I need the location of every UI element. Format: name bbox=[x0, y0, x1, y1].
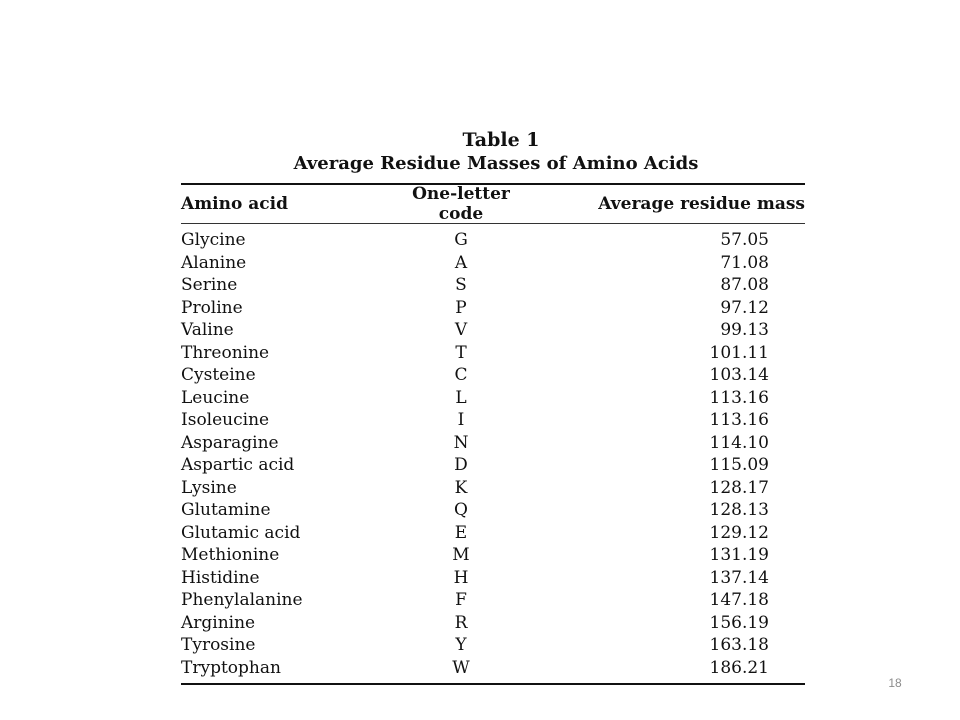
table-caption bbox=[181, 128, 805, 176]
header-one-letter-code: One-letter code bbox=[412, 184, 510, 224]
average-residue-mass: 147.18 bbox=[709, 590, 769, 610]
amino-acid-name: Tryptophan bbox=[181, 657, 281, 678]
average-residue-mass: 103.14 bbox=[709, 365, 769, 385]
one-letter-code: G bbox=[454, 230, 468, 250]
table-body bbox=[181, 224, 805, 679]
table-row bbox=[181, 522, 805, 545]
average-residue-mass: 115.09 bbox=[709, 455, 769, 475]
amino-acid-name: Methionine bbox=[181, 545, 280, 565]
average-residue-mass: 71.08 bbox=[720, 252, 769, 273]
average-residue-mass: 131.19 bbox=[709, 545, 769, 565]
one-letter-code: Q bbox=[454, 500, 468, 520]
one-letter-code: S bbox=[455, 275, 467, 295]
one-letter-code: N bbox=[453, 432, 469, 453]
amino-acid-name: Histidine bbox=[181, 567, 260, 588]
amino-acid-name: Alanine bbox=[181, 252, 247, 273]
table-row bbox=[181, 364, 805, 387]
table-row bbox=[181, 252, 805, 275]
table-row bbox=[181, 274, 805, 297]
one-letter-code: R bbox=[454, 612, 468, 633]
table-header-row bbox=[181, 185, 805, 223]
one-letter-code: W bbox=[452, 657, 470, 678]
table-row bbox=[181, 229, 805, 252]
amino-acid-name: Lysine bbox=[181, 477, 237, 498]
amino-acid-name: Isoleucine bbox=[181, 410, 270, 430]
one-letter-code: E bbox=[454, 522, 468, 543]
average-residue-mass: 186.21 bbox=[709, 657, 769, 678]
amino-acid-name: Arginine bbox=[181, 612, 256, 633]
average-residue-mass: 129.12 bbox=[709, 522, 769, 543]
average-residue-mass: 113.16 bbox=[709, 387, 769, 408]
one-letter-code: F bbox=[455, 590, 467, 610]
average-residue-mass: 87.08 bbox=[720, 275, 769, 295]
amino-acid-name: Cysteine bbox=[181, 365, 256, 385]
table-row bbox=[181, 432, 805, 455]
one-letter-code: M bbox=[452, 545, 470, 565]
table-row bbox=[181, 657, 805, 680]
average-residue-mass: 128.13 bbox=[709, 500, 769, 520]
average-residue-mass: 113.16 bbox=[709, 410, 769, 430]
table-title: Average Residue Masses of Amino Acids bbox=[293, 153, 699, 174]
table-number: Table 1 bbox=[462, 129, 540, 151]
one-letter-code: D bbox=[454, 455, 468, 475]
table-row bbox=[181, 342, 805, 365]
one-letter-code: T bbox=[455, 342, 467, 363]
bottom-rule bbox=[181, 683, 805, 685]
one-letter-code: V bbox=[454, 320, 468, 340]
one-letter-code: L bbox=[455, 387, 467, 408]
average-residue-mass: 57.05 bbox=[720, 230, 769, 250]
table-row bbox=[181, 634, 805, 657]
one-letter-code: P bbox=[455, 297, 467, 318]
table-row bbox=[181, 319, 805, 342]
average-residue-mass: 163.18 bbox=[709, 635, 769, 655]
amino-acid-name: Leucine bbox=[181, 387, 250, 408]
one-letter-code: I bbox=[457, 410, 465, 430]
amino-acid-name: Threonine bbox=[181, 342, 270, 363]
page-number: 18 bbox=[888, 676, 902, 690]
amino-acid-table bbox=[181, 128, 805, 685]
table-row bbox=[181, 297, 805, 320]
table-row bbox=[181, 612, 805, 635]
table-row bbox=[181, 409, 805, 432]
average-residue-mass: 114.10 bbox=[709, 432, 769, 453]
amino-acid-name: Asparagine bbox=[181, 432, 279, 453]
amino-acid-name: Proline bbox=[181, 297, 243, 318]
amino-acid-name: Valine bbox=[181, 320, 234, 340]
table-row bbox=[181, 567, 805, 590]
average-residue-mass: 156.19 bbox=[709, 612, 769, 633]
table-row bbox=[181, 387, 805, 410]
header-average-residue-mass: Average residue mass bbox=[598, 194, 805, 214]
table-row bbox=[181, 589, 805, 612]
amino-acid-name: Tyrosine bbox=[181, 635, 256, 655]
amino-acid-name: Glutamic acid bbox=[181, 522, 301, 543]
amino-acid-name: Serine bbox=[181, 275, 238, 295]
average-residue-mass: 137.14 bbox=[709, 567, 769, 588]
one-letter-code: H bbox=[453, 567, 469, 588]
table-row bbox=[181, 454, 805, 477]
table-row bbox=[181, 477, 805, 500]
header-amino-acid: Amino acid bbox=[181, 194, 288, 214]
table-row bbox=[181, 544, 805, 567]
amino-acid-name: Glutamine bbox=[181, 500, 271, 520]
table-row bbox=[181, 499, 805, 522]
one-letter-code: A bbox=[454, 252, 468, 273]
one-letter-code: K bbox=[454, 477, 468, 498]
average-residue-mass: 97.12 bbox=[720, 297, 769, 318]
one-letter-code: Y bbox=[455, 635, 467, 655]
average-residue-mass: 99.13 bbox=[720, 320, 769, 340]
average-residue-mass: 128.17 bbox=[709, 477, 769, 498]
average-residue-mass: 101.11 bbox=[709, 342, 769, 363]
amino-acid-name: Aspartic acid bbox=[181, 455, 295, 475]
one-letter-code: C bbox=[454, 365, 468, 385]
amino-acid-name: Glycine bbox=[181, 230, 246, 250]
amino-acid-name: Phenylalanine bbox=[181, 590, 303, 610]
